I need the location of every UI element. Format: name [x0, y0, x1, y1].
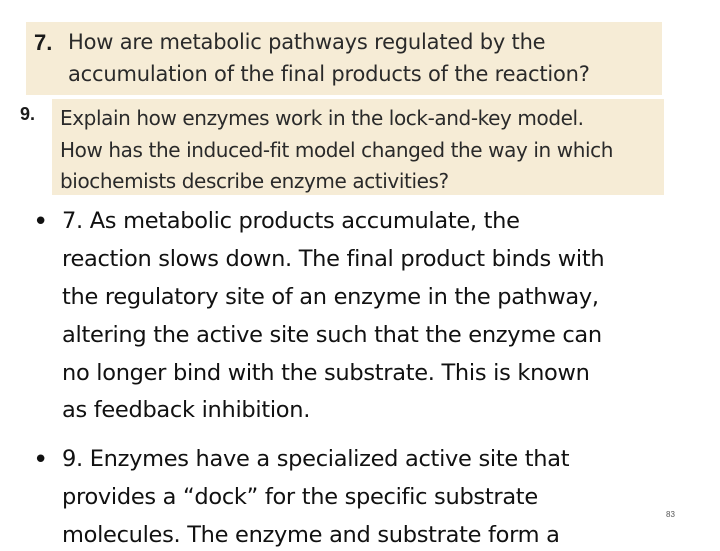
answer-7-line: as feedback inhibition. [62, 397, 311, 423]
answer-7-line: no longer bind with the substrate. This is known [62, 360, 590, 386]
question-9-line: How has the induced-fit model changed the way in which [60, 138, 614, 162]
question-7-line: accumulation of the final products of the reaction? [68, 62, 590, 86]
question-7-number: 7. [34, 30, 53, 55]
question-9-line: biochemists describe enzyme activities? [60, 169, 449, 193]
bullet-point: • [33, 207, 49, 237]
answer-9-line: 9. Enzymes have a specialized active site that [62, 446, 570, 472]
answer-7-line: the regulatory site of an enzyme in the pathway, [62, 284, 599, 310]
answer-9-line: provides a “dock” for the specific substrate [62, 484, 538, 510]
page-number: 83 [666, 510, 675, 519]
question-9-number: 9. [20, 104, 36, 124]
answer-9-line: molecules. The enzyme and substrate form a [62, 522, 560, 548]
answer-7-line: altering the active site such that the enzyme can [62, 322, 602, 348]
answer-7-line: 7. As metabolic products accumulate, the [62, 208, 520, 234]
answer-7-line: reaction slows down. The final product binds with [62, 246, 605, 272]
question-7-line: How are metabolic pathways regulated by the [68, 30, 546, 54]
bullet-point: • [33, 445, 49, 475]
question-9-line: Explain how enzymes work in the lock-and-key model. [60, 106, 584, 130]
